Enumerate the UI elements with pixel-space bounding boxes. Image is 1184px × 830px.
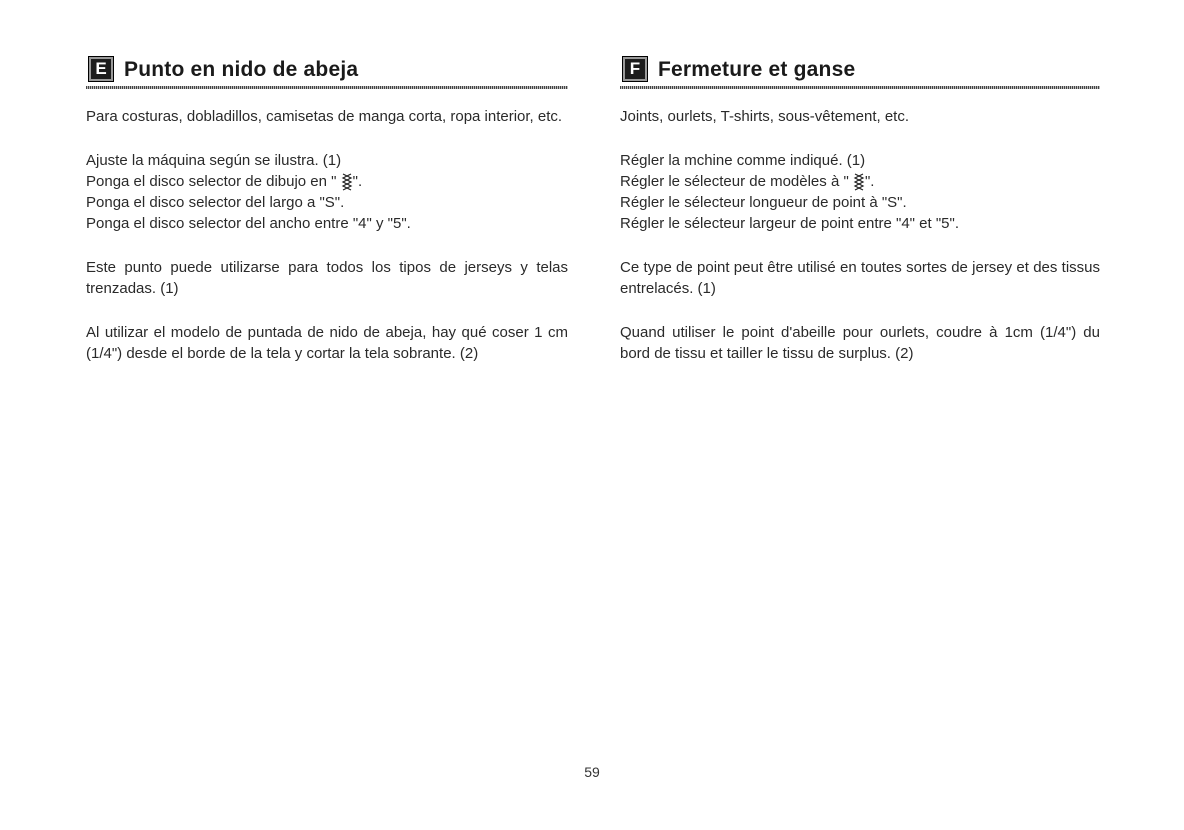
- intro-paragraph: Joints, ourlets, T-shirts, sous-vêtement, etc.: [620, 108, 909, 125]
- instruction-line-2-end: ".: [864, 173, 875, 190]
- instruction-line-4: Régler le sélecteur largeur de point entre "4" et "5".: [620, 215, 959, 233]
- section-title-french: Fermeture et ganse: [658, 58, 856, 81]
- language-badge-e: E: [88, 56, 114, 82]
- section-spanish: [86, 52, 568, 387]
- instruction-list: [86, 150, 568, 234]
- instruction-list: [620, 150, 1100, 234]
- honeycomb-stitch-icon: [853, 172, 865, 192]
- usage-paragraph: Ce type de point peut être utilisé en toutes sortes de jersey et des tissus entrelacés. (1): [620, 259, 1100, 298]
- instruction-line-1: Régler la mchine comme indiqué. (1): [620, 152, 866, 169]
- section-body-spanish: [86, 106, 568, 364]
- tip-paragraph: Quand utiliser le point d'abeille pour ourlets, coudre à 1cm (1/4") du bord de tissu et tailler le tissu de surplus. (2): [620, 324, 1100, 363]
- intro-paragraph: Para costuras, dobladillos, camisetas de manga corta, ropa interior, etc.: [86, 108, 563, 125]
- section-header-spanish: [86, 52, 568, 89]
- section-body-french: [620, 106, 1100, 364]
- section-header-french: [620, 52, 1100, 89]
- language-badge-f: F: [622, 56, 648, 82]
- usage-paragraph: Este punto puede utilizarse para todos los tipos de jerseys y telas trenzadas. (1): [86, 259, 568, 298]
- section-french: [620, 52, 1100, 387]
- instruction-line-4: Ponga el disco selector del ancho entre "4" y "5".: [86, 215, 411, 233]
- instruction-line-2: [620, 171, 1100, 192]
- instruction-line-3: Ponga el disco selector del largo a "S".: [86, 194, 345, 212]
- instruction-line-2: [86, 171, 568, 192]
- instruction-line-2-text: Régler le sélecteur de modèles à ": [620, 173, 849, 190]
- page-number: 59: [584, 764, 600, 780]
- instruction-line-1: Ajuste la máquina según se ilustra. (1): [86, 152, 342, 169]
- section-title-spanish: Punto en nido de abeja: [124, 58, 359, 81]
- honeycomb-stitch-icon: [341, 172, 353, 192]
- instruction-line-2-text: Ponga el disco selector de dibujo en ": [86, 173, 337, 190]
- instruction-line-2-end: ".: [352, 173, 363, 190]
- tip-paragraph: Al utilizar el modelo de puntada de nido de abeja, hay qué coser 1 cm (1/4") desde el borde de la tela y cortar la tela sobrante. (2): [86, 324, 568, 363]
- instruction-line-3: Régler le sélecteur longueur de point à "S".: [620, 194, 907, 212]
